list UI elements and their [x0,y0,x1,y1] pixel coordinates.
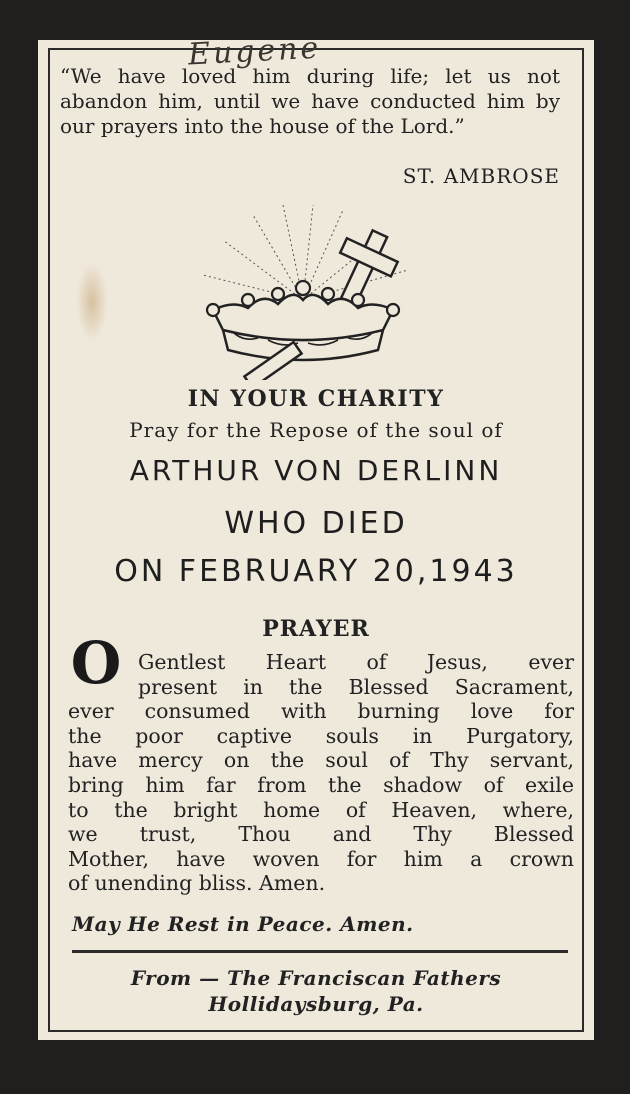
quote-author: ST. AMBROSE [402,164,560,188]
memorial-card [38,30,594,1040]
from-line: From — The Franciscan Fathers [130,966,502,990]
quote-text: “We have loved him during life; let us not abandon him, until we have conducted him by our prayers into the house of the Lord.” [60,64,560,138]
paper-stain [76,262,108,342]
prayer-line: we trust, Thou and Thy Blessed [68,822,574,847]
town-line: Hollidaysburg, Pa. [208,992,424,1016]
prayer-line: Gentlest Heart of Jesus, ever [138,650,574,674]
prayer-dropcap: O [70,629,122,697]
prayer-line: the poor captive souls in Purgatory, [68,723,574,748]
rest-in-peace-line: May He Rest in Peace. Amen. [72,912,414,936]
charity-heading: IN YOUR CHARITY [187,386,445,412]
death-date: ON FEBRUARY 20,1943 [114,554,518,589]
pray-line: Pray for the Repose of the soul of [129,418,503,442]
prayer-text [68,650,574,896]
deceased-name: ARTHUR VON DERLINN [129,454,503,487]
prayer-heading: PRAYER [262,616,370,642]
prayer-line: bring him far from the shadow of exile [68,772,574,797]
prayer-line: have mercy on the soul of Thy servant, [68,748,574,773]
who-died-line: WHO DIED [224,506,408,541]
prayer-line: of unending bliss. Amen. [68,871,326,896]
crown-with-cross-icon [183,200,423,380]
prayer-line: to the bright home of Heaven, where, [68,797,574,822]
prayer-line: present in the Blessed Sacrament, [138,674,574,699]
prayer-line: Mother, have woven for him a crown [68,846,574,871]
prayer-line: ever consumed with burning love for [68,699,574,724]
handwritten-name: Eugene [187,30,323,73]
footer-divider [72,950,568,953]
